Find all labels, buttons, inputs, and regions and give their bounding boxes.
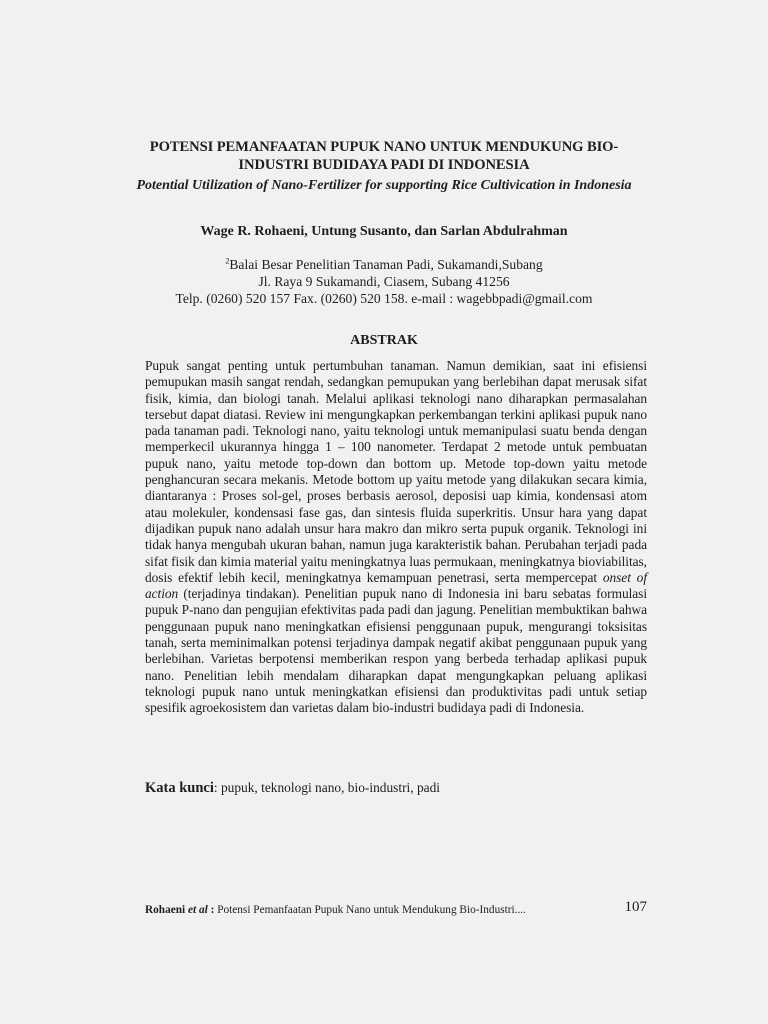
footer-author: Rohaeni — [145, 904, 186, 916]
footer-running-title: Potensi Pemanfaatan Pupuk Nano untuk Mendukung Bio-Industri.... — [217, 904, 526, 916]
page-number: 107 — [624, 899, 647, 915]
keywords-label: Kata kunci — [145, 780, 214, 796]
affiliation-institution: Balai Besar Penelitian Tanaman Padi, Sukamandi,Subang — [229, 257, 543, 272]
author-list: Wage R. Rohaeni, Untung Susanto, dan Sarlan Abdulrahman — [200, 224, 568, 239]
affiliation-address: Jl. Raya 9 Sukamandi, Ciasem, Subang 41256 — [258, 274, 510, 289]
abstract-text-part-1: Pupuk sangat penting untuk pertumbuhan tanaman. Namun demikian, saat ini efisiensi pemupukan masih sangat rendah, sedangkan pemupukan yang berlebihan dapat merusak sifat fisik, kimia, dan biologi tanah. Melalui aplikasi teknologi nano diharapkan permasalahan tersebut dapat diatasi. Review ini mengungkapkan perkembangan terkini aplikasi pupuk nano pada tanaman padi. Teknologi nano, yaitu teknologi untuk memanipulasi suatu benda dengan memperkecil ukurannya hingga 1 – 100 nanometer. Terdapat 2 metode untuk pembuatan pupuk nano, yaitu metode top-down dan bottom up. Metode top-down yaitu metode penghancuran secara mekanis. Metode bottom up yaitu metode yang dilakukan secara kimia, diantaranya : Proses sol-gel, proses berbasis aerosol, deposisi uap kimia, kondensasi atom atau molekuler, kondensasi fase gas, dan sintesis fluida superkritis. Unsur hara yang dapat dijadikan pupuk nano adalah unsur hara makro dan mikro serta pupuk organik. Teknologi ini tidak hanya mengubah ukuran bahan, namun juga karakteristik bahan. Perubahan terjadi pada sifat fisik dan kimia material yaitu meningkatnya luas permukaan, meningkatnya bioviabilitas, dosis efektif lebih kecil, meningkatnya kemampuan penetrasi, serta mempercepat — [145, 358, 647, 585]
abstract-heading: ABSTRAK — [350, 333, 418, 348]
paper-title: POTENSI PEMANFAATAN PUPUK NANO UNTUK MENDUKUNG BIO-INDUSTRI BUDIDAYA PADI DI INDONESIA — [149, 139, 619, 173]
affiliation-block — [100, 256, 668, 307]
keywords-line — [145, 779, 647, 797]
footer-et-al: et al — [188, 904, 208, 916]
abstract-text-part-2: (terjadinya tindakan). Penelitian pupuk nano di Indonesia ini baru sebatas formulasi pupuk P-nano dan pengujian efektivitas pada padi dan jagung. Penelitian membuktikan bahwa penggunaan pupuk nano meningkatkan efisiensi penggunaan pupuk, mengurangi toksisitas tanah, serta meminimalkan potensi terjadinya dampak negatif akibat penggunaan pupuk yang berlebihan. Varietas berpotensi memberikan respon yang berbeda terhadap aplikasi pupuk nano. Penelitian lebih mendalam diharapkan dapat mengungkapkan peluang aplikasi teknologi pupuk nano untuk meningkatkan efisiensi dan produktivitas padi untuk setiap spesifik agroekosistem dan varietas dalam bio-industri budidaya padi di Indonesia. — [145, 586, 647, 716]
footer-separator: : — [207, 904, 218, 916]
affiliation-superscript: 2 — [225, 256, 230, 266]
abstract-body — [145, 358, 647, 717]
abstract-italic-term: onset of action — [145, 569, 647, 602]
running-footer — [145, 903, 525, 917]
paper-subtitle-english: Potential Utilization of Nano-Fertilizer for supporting Rice Cultivication in Indonesia — [136, 178, 632, 193]
keywords-text: : pupuk, teknologi nano, bio-industri, padi — [213, 780, 441, 795]
affiliation-contact: Telp. (0260) 520 157 Fax. (0260) 520 158. e-mail : wagebbpadi@gmail.com — [175, 291, 593, 306]
affiliation-line-institution — [100, 256, 668, 273]
